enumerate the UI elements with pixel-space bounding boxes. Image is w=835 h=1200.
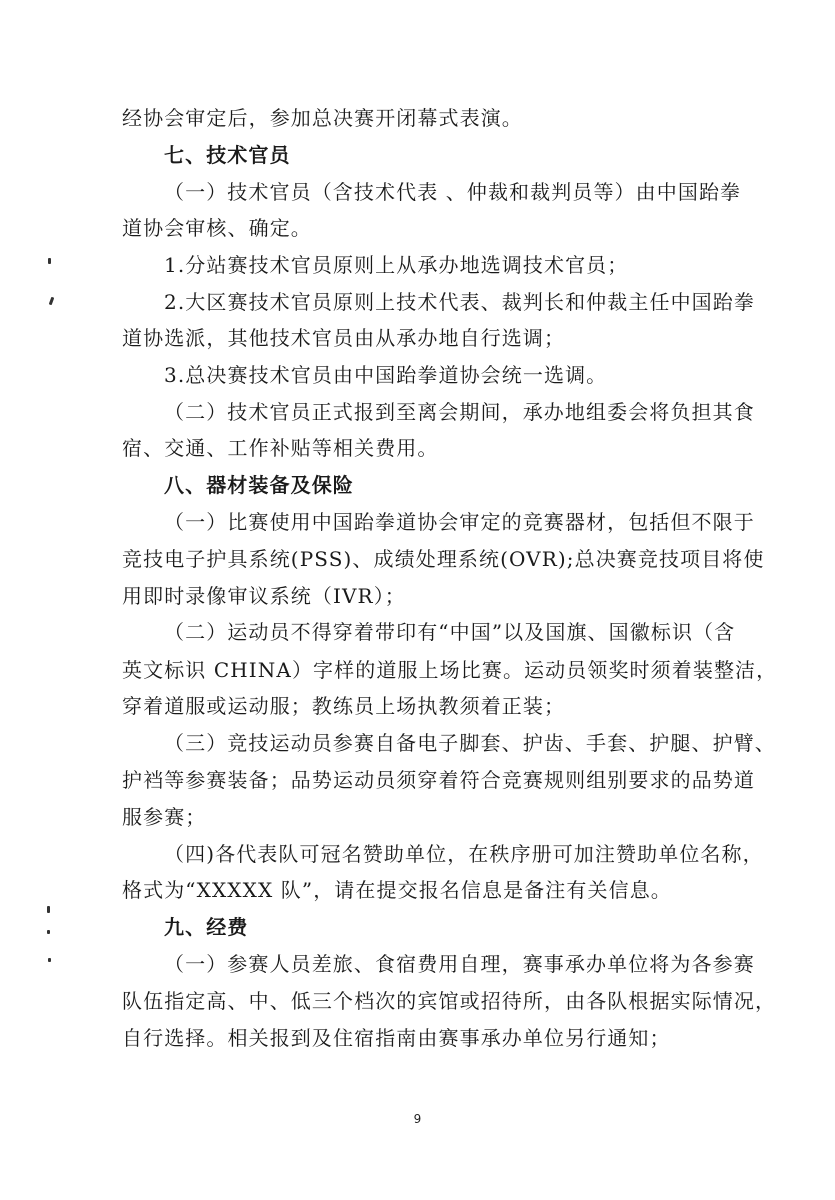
body-text-line: 宿、交通、工作补贴等相关费用。 — [122, 436, 439, 460]
body-text-line: （二）技术官员正式报到至离会期间，承办地组委会将负担其食 — [164, 400, 755, 424]
body-text-line: 格式为“XXXXX 队”，请在提交报名信息是备注有关信息。 — [122, 878, 672, 902]
section-heading-technical-officials: 七、技术官员 — [164, 143, 291, 167]
body-text-line: 自行选择。相关报到及住宿指南由赛事承办单位另行通知； — [122, 1026, 671, 1050]
body-text-line: 穿着道服或运动服；教练员上场执教须着正装； — [122, 694, 566, 718]
body-text-line: 道协选派，其他技术官员由从承办地自行选调； — [122, 326, 566, 350]
section-heading-funding: 九、经费 — [164, 915, 249, 939]
body-text-line: （一）参赛人员差旅、食宿费用自理，赛事承办单位将为各参赛 — [164, 952, 755, 976]
body-text-line: （一）比赛使用中国跆拳道协会审定的竞赛器材，包括但不限于 — [164, 510, 755, 534]
body-text-line: 用即时录像审议系统（IVR）； — [122, 584, 406, 608]
scan-mark — [48, 258, 51, 264]
body-text-line: （三）竞技运动员参赛自备电子脚套、护齿、手套、护腿、护臂、 — [164, 731, 776, 755]
body-text-line: （一）技术官员（含技术代表 、仲裁和裁判员等）由中国跆拳 — [164, 180, 742, 204]
body-text-line: 1.分站赛技术官员原则上从承办地选调技术官员； — [164, 253, 629, 277]
scan-mark — [47, 906, 50, 913]
body-text-line: 护裆等参赛装备；品势运动员须穿着符合竞赛规则组别要求的品势道 — [122, 768, 755, 792]
page-number: 9 — [413, 1112, 422, 1126]
section-heading-equipment-insurance: 八、器材装备及保险 — [164, 473, 354, 497]
body-text-line: 英文标识 CHINA）字样的道服上场比赛。运动员领奖时须着装整洁， — [122, 658, 778, 682]
scan-mark — [49, 297, 55, 306]
scan-mark — [47, 930, 50, 934]
body-text-line: 2.大区赛技术官员原则上技术代表、裁判长和仲裁主任中国跆拳 — [164, 290, 755, 314]
body-text-line: 竞技电子护具系统(PSS)、成绩处理系统(OVR);总决赛竞技项目将使 — [122, 547, 765, 571]
body-text-line: 服参赛； — [122, 805, 207, 829]
body-text-line: 3.总决赛技术官员由中国跆拳道协会统一选调。 — [164, 363, 608, 387]
body-text-line: 经协会审定后，参加总决赛开闭幕式表演。 — [122, 106, 523, 130]
body-text-line: 队伍指定高、中、低三个档次的宾馆或招待所，由各队根据实际情况， — [122, 989, 777, 1013]
body-text-line: 道协会审核、确定。 — [122, 216, 312, 240]
body-text-line: （二）运动员不得穿着带印有“中国”以及国旗、国徽标识（含 — [164, 620, 736, 644]
scan-mark — [48, 958, 51, 962]
body-text-line: （四)各代表队可冠名赞助单位，在秩序册可加注赞助单位名称， — [164, 842, 764, 866]
